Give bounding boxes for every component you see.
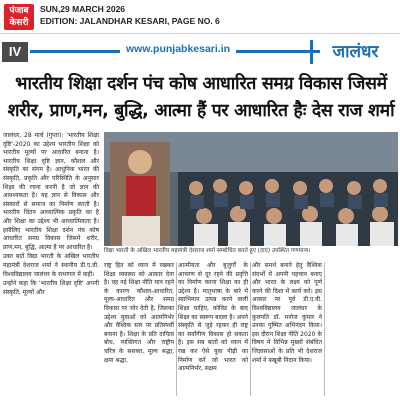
article-photo bbox=[104, 132, 398, 246]
edition-name: EDITION: JALANDHAR KESARI, PAGE NO. 6 bbox=[40, 16, 220, 26]
headline-line-1: भारतीय शिक्षा दर्शन पंच कोष आधारित समग्र विकास जिसमें bbox=[15, 74, 387, 94]
column-divider bbox=[176, 262, 177, 396]
page-section-number: IV bbox=[2, 42, 28, 62]
column-divider bbox=[324, 262, 325, 396]
column-paragraph: उक्त बातें विद्या भारती के अखिल भारतीय महामंत्री देशराज शर्मा ने स्थानीय डी.ए.वी. विश्वविद्यालय जालंधर के सभागार में कहीं। bbox=[3, 253, 99, 278]
headline-line-2: शरीर, प्राण,मन, बुद्धि, आत्मा हैं पर आधारित हैः देस राज शर्मा bbox=[7, 101, 395, 121]
article-column-4: और समर्थ बनाने हेतु वैश्विक संदर्भों में अपनी पहचान बनाए और भारत के लक्ष्य को पूर्ण करने की दिशा में कार्य करें। इस अवसर पर पूर्व डी.ए.वी. विश्वविद्यालय जालंधर के कुलपति डॉ. मनोज कुमार ने उनका पुष्पित अभिनंदन किया। इस दौरान शिक्षा नीति 2020 के विषय में विभिन्न मुख्यों संबंधित जिज्ञासाओं के प्रति भी देशराज शर्मा ने बखूबी निदान किया। bbox=[252, 262, 322, 364]
article-column-2: राष्ट्र हित को ध्यान में रखकर शिक्षा व्यवस्था को आकार देना है। वह नई शिक्षा नीति मान रहने के कारण कौशल-आधारित, मूल्य-आधारित और समग्र विकास पर जोर देती है, जिसका उद्देश्य युवाओं को आत्मनिर्भर और वैश्विक स्तर पर प्रतिस्पर्धी बनाना है। शिक्षा के प्रति दायित्व बोध, व्यक्तिगत और राष्ट्रीय चरित्र के सशक्त, मूल्य श्रद्धा, क्षमा श्रद्धा, bbox=[104, 262, 174, 364]
city-section-title: जालंधर bbox=[310, 40, 398, 64]
column-divider bbox=[250, 262, 251, 396]
newspaper-logo: पंजाब केसरी bbox=[4, 4, 34, 30]
article-column-3: आत्मीयता और बुजुर्गों के आचरण से दूर रहने की प्रवृत्ति का निर्माण करना शिक्षा का ही उद्देश्य है। मातृभाषा के बारे में स्वाभिमान उत्पन्न करने वाली शिक्षा चाहिए, कोविड के बाद शिक्षा का स्वरूप बदला है। अपने संस्कृति से जुड़े रहकर ही राष्ट्र का सर्वांगीण विकास हो सकता है। इस सब बातों को ध्यान में रख कर ऐसे युवा पीढ़ी का निर्माण करें जो भारत को आत्मनिर्भर, सक्षम bbox=[178, 262, 248, 373]
edition-date: SUN,29 MARCH 2026 bbox=[40, 4, 126, 14]
article-column-1 bbox=[3, 132, 99, 398]
column-paragraph: उन्होंने कहा कि 'भारतीय शिक्षा दृष्टि' अपनी संस्कृति, मूल्यों और bbox=[3, 280, 99, 296]
photo-caption: विद्या भारती के अखिल भारतीय महामंत्री देशराज शर्मा सम्बोधित करते हुए (दाएं) उपस्थित गणमान्य। bbox=[104, 248, 311, 254]
event-photo-illustration bbox=[104, 132, 398, 246]
page-masthead bbox=[0, 38, 400, 68]
column-paragraph: जालंधर, 28 मार्च (गुप्ता): 'भारतीय शिक्षा दृष्टि'-2020 का उद्देश्य भारतीय शिक्षा को भारतीय मूल्यों पर आधारित बनाना है। भारतीय शिक्षा दृष्टि ज्ञान, कौशल और संस्कृति का संगम है। आधुनिक भारत की संस्कृति, प्रकृति और परिस्थिति के अनुसार शिक्षा की रचना करनी है जो ज्ञान की आवश्यकता है। यह ज्ञान से विकास और संस्कारों से समाज का निर्माण करती है। भारतीय चिंतन आध्यात्मिक प्रकृति का है और शिक्षा का उद्देश्य भी आध्यात्मिकता है। इसीलिए भारतीय शिक्षा दर्शन पंच कोष आधारित समग्र विकास जिसमें शरीर, प्राण,मन, बुद्धि, आत्मा है पर आधारित है। bbox=[3, 132, 99, 251]
article-column-5 bbox=[326, 262, 398, 398]
edition-info bbox=[40, 3, 220, 27]
article-headline bbox=[6, 72, 396, 124]
clipping-header bbox=[0, 0, 400, 34]
website-url: www.punjabkesari.in bbox=[120, 43, 236, 55]
